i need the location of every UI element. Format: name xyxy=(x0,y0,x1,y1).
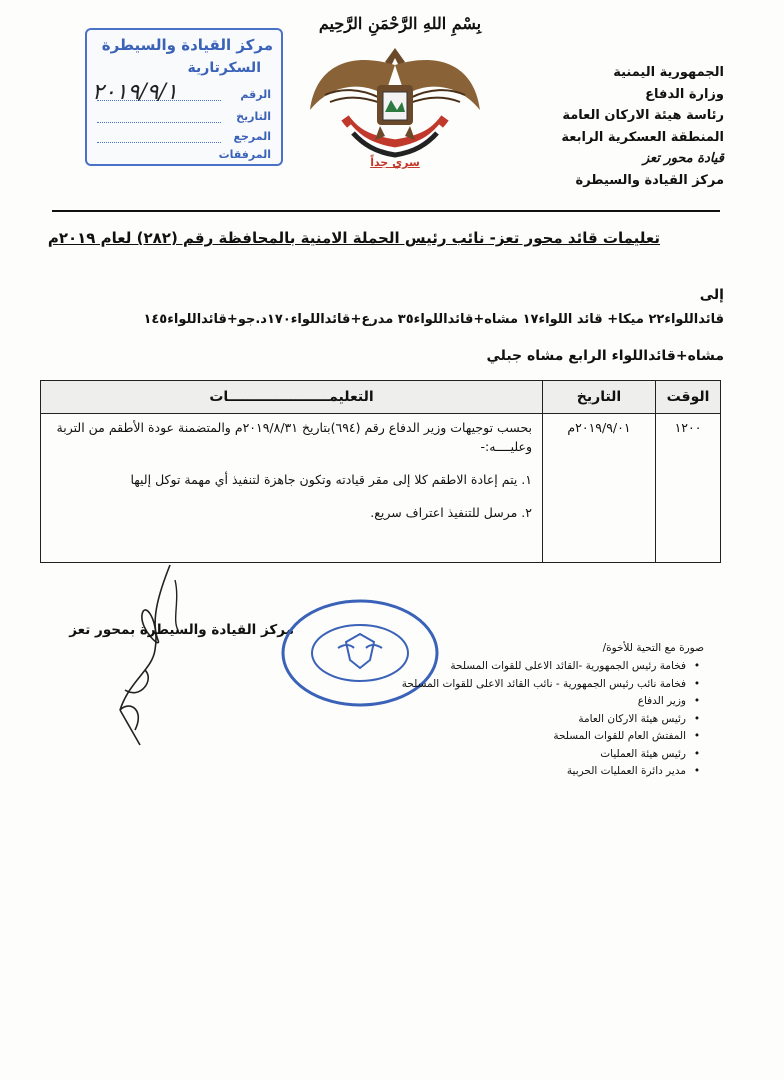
list-item: • المفتش العام للقوات المسلحة xyxy=(424,728,704,746)
table-header-row xyxy=(41,381,721,414)
stamp-field-number: الرقم xyxy=(240,88,271,101)
instructions-intro: بحسب توجيهات وزير الدفاع رقم (٦٩٤)بتاريخ ٢٠١٩/٨/٣١م والمتضمنة عودة الأطقم من التربة وعليــــه:- xyxy=(56,420,532,454)
list-item: • فخامة نائب رئيس الجمهورية - نائب القائد الاعلى للقوات المسلحة xyxy=(424,676,704,694)
stamp-field-reference: المرجع xyxy=(233,130,271,143)
org-line: قيادة محور تعز xyxy=(642,151,724,166)
org-line: الجمهورية اليمنية xyxy=(613,65,724,80)
list-item: • مدير دائرة العمليات الحربية xyxy=(424,763,704,781)
stamp-title: مركز القيادة والسيطرة xyxy=(101,36,273,54)
classification-label: سري جداً xyxy=(370,156,420,169)
stamp-line xyxy=(97,142,221,143)
stamp-field-date: التاريخ xyxy=(236,110,271,123)
signature-name: مركز القيادة والسيطرة بمحور تعز xyxy=(69,622,294,638)
list-item: • وزير الدفاع xyxy=(424,693,704,711)
recipients-line-2: مشاه+قائداللواء الرابع مشاه جبلي xyxy=(486,348,724,364)
list-item: • رئيس هيئة العمليات xyxy=(424,746,704,764)
header-instructions: التعليمـــــــــــــــــــــات xyxy=(41,381,543,414)
header-time: الوقت xyxy=(656,381,721,414)
stamp-line xyxy=(97,122,221,123)
cc-title: صورة مع التحية للأخوة/ xyxy=(602,642,704,654)
cell-instructions xyxy=(41,414,543,563)
stamp-subtitle: السكرتارية xyxy=(187,60,261,76)
table-row xyxy=(41,414,721,563)
cell-time: ١٢٠٠ xyxy=(656,414,721,563)
cc-list xyxy=(401,658,704,781)
instruction-item: ١. يتم إعادة الاطقم كلا إلى مقر قيادته وتكون جاهزة لتنفيذ أي مهمة توكل إليها xyxy=(130,472,532,487)
stamp-handwritten-date: ٢٠١٩/٩/١ xyxy=(92,80,178,105)
recipients-line-1: قائداللواء٢٢ ميكا+ قائد اللواء١٧ مشاه+قائداللواء٣٥ مدرع+قائداللواء١٧٠د.جو+قائداللواء١٤٥ xyxy=(143,312,724,327)
cell-date: ٢٠١٩/٩/٠١م xyxy=(543,414,656,563)
handwritten-signature xyxy=(100,560,210,760)
basmala: بِسْمِ اللهِ الرَّحْمَنِ الرَّحِيم xyxy=(318,14,482,33)
document-subject: تعليمات قائد محور تعز- نائب رئيس الحملة الامنية بالمحافظة رقم (٢٨٢) لعام ٢٠١٩م xyxy=(47,229,660,247)
stamp-field-attachments: المرفقات xyxy=(218,148,271,161)
org-line: وزارة الدفاع xyxy=(645,86,724,102)
instruction-item: ٢. مرسل للتنفيذ اعتراف سريع. xyxy=(370,505,532,520)
list-item: • رئيس هيئة الاركان العامة xyxy=(424,711,704,729)
list-item: • فخامة رئيس الجمهورية -القائد الاعلى للقوات المسلحة xyxy=(424,658,704,676)
org-line: مركز القيادة والسيطرة xyxy=(575,172,724,188)
instructions-table xyxy=(40,380,721,563)
org-line: رئاسة هيئة الاركان العامة xyxy=(562,108,724,123)
org-line: المنطقة العسكرية الرابعة xyxy=(561,129,724,145)
eagle-emblem-icon xyxy=(305,40,485,160)
to-label: إلى xyxy=(699,287,724,303)
org-header xyxy=(484,62,724,191)
header-divider xyxy=(52,210,720,212)
header-date: التاريخ xyxy=(543,381,656,414)
